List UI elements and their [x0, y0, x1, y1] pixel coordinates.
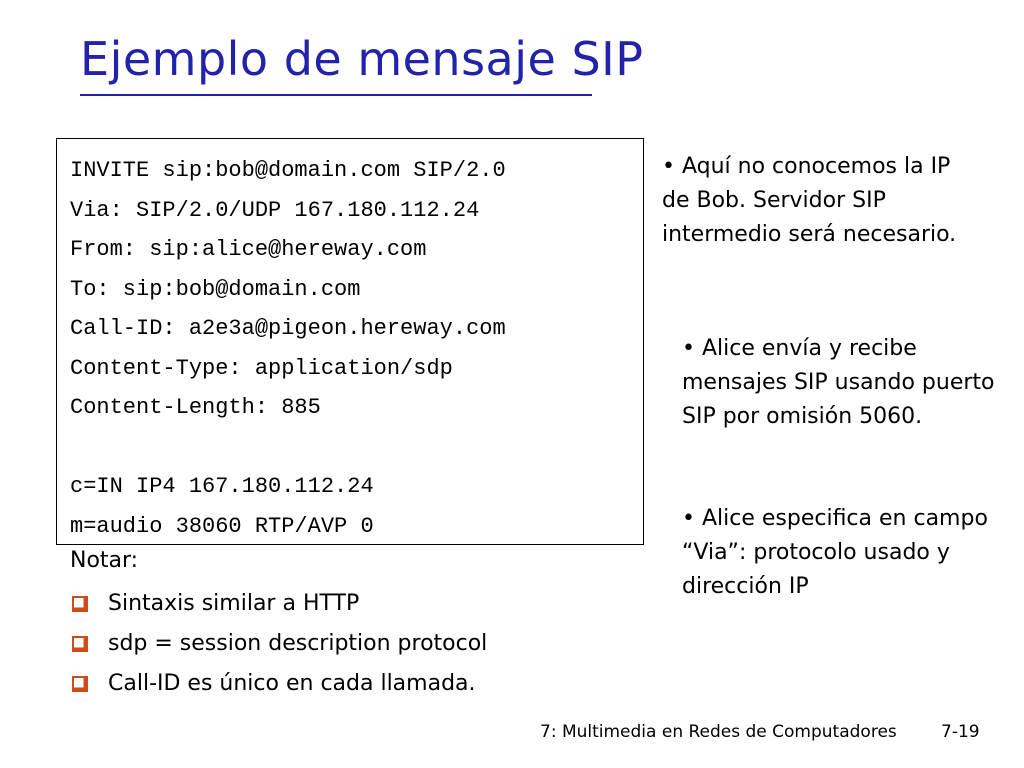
sip-message-line-blank [70, 428, 506, 468]
side-note-unknown-ip: • Aquí no conocemos la IP de Bob. Servidor SIP intermedio será necesario. [662, 154, 957, 247]
title-underline [80, 94, 592, 96]
notes-item [70, 584, 487, 624]
sip-message-line-media: m=audio 38060 RTP/AVP 0 [70, 513, 374, 539]
sip-message-line-to: To: sip:bob@domain.com [70, 276, 361, 302]
checkbox-bullet-icon [72, 676, 88, 692]
footer-course-title: 7: Multimedia en Redes de Computadores [540, 722, 897, 742]
notes-item-text: sdp = session description protocol [108, 631, 488, 656]
checkbox-bullet-icon [72, 596, 88, 612]
sip-message-line-from: From: sip:alice@hereway.com [70, 237, 427, 262]
footer-page-number: 7-19 [941, 722, 980, 742]
sip-message-line-content-type: Content-Type: application/sdp [70, 355, 453, 381]
notes-item [70, 624, 487, 664]
notes-item [70, 664, 487, 704]
sip-message-box [56, 138, 644, 545]
sip-message-line-request: INVITE sip:bob@domain.com SIP/2.0 [70, 158, 506, 183]
notes-heading: Notar: [70, 548, 139, 573]
notes-list [70, 584, 487, 704]
notes-item-text: Call-ID es único en cada llamada. [108, 671, 476, 696]
sip-message-lines [70, 151, 506, 546]
side-note-default-port: • Alice envía y recibe mensajes SIP usando puerto SIP por omisión 5060. [682, 336, 995, 429]
side-note-via-field: • Alice especifica en campo “Via”: protocolo usado y dirección IP [682, 506, 988, 599]
slide-title: Ejemplo de mensaje SIP [80, 32, 644, 86]
sip-message-line-call-id: Call-ID: a2e3a@pigeon.hereway.com [70, 316, 506, 341]
notes-item-text: Sintaxis similar a HTTP [108, 591, 360, 616]
sip-message-line-content-length: Content-Length: 885 [70, 395, 321, 420]
sip-message-line-via: Via: SIP/2.0/UDP 167.180.112.24 [70, 197, 480, 223]
sip-message-line-connection: c=IN IP4 167.180.112.24 [70, 474, 374, 499]
checkbox-bullet-icon [72, 636, 88, 652]
